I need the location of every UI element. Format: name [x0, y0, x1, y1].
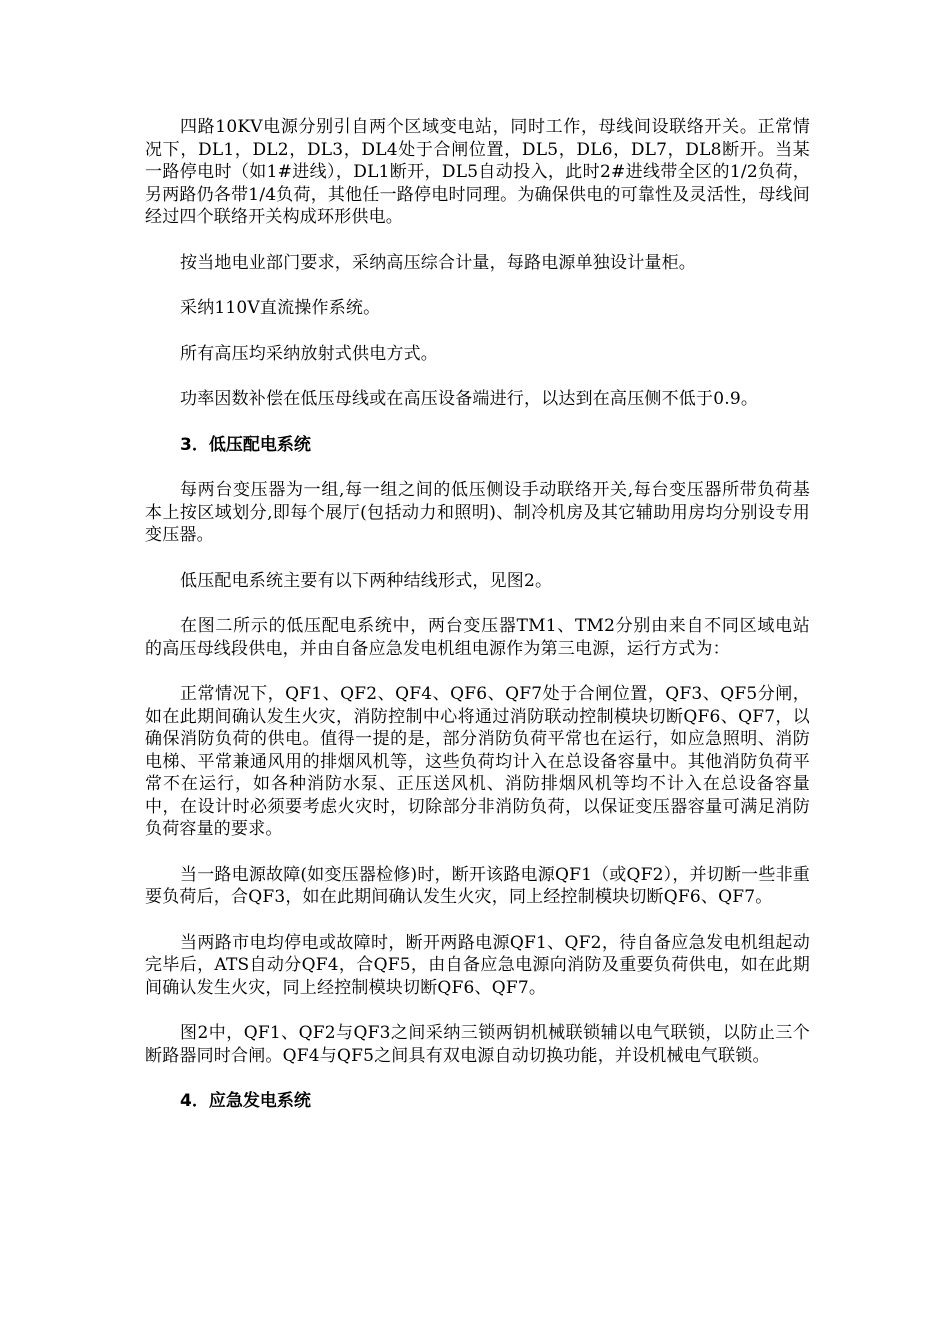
paragraph-radial-supply: 所有高压均采纳放射式供电方式。 [180, 343, 438, 364]
paragraph-interlock: 图2中，QF1、QF2与QF3之间采纳三锁两钥机械联锁辅以电气联锁，以防止三个断路器同时合闸。QF4与QF5之间具有双电源自动切换功能，并设机械电气联锁。 [145, 1023, 810, 1066]
paragraph-dual-outage: 当两路市电均停电或故障时，断开两路电源QF1、QF2，待自备应急发电机组起动完毕后，ATS自动分QF4，合QF5，由自备应急电源向消防及重要负荷供电，如在此期间确认发生火灾，同上经控制模块切断QF6、QF7。 [145, 932, 810, 998]
paragraph-transformer-groups: 每两台变压器为一组,每一组之间的低压侧设手动联络开关,每台变压器所带负荷基本上按区域划分,即每个展厅(包括动力和照明)、制冷机房及其它辅助用房均分别设专用变压器。 [145, 480, 810, 545]
paragraph-normal-operation: 正常情况下，QF1、QF2、QF4、QF6、QF7处于合闸位置，QF3、QF5分闸，如在此期间确认发生火灾，消防控制中心将通过消防联动控制模块切断QF6、QF7，以确保消防负荷的供电。值得一提的是，部分消防负荷平常也在运行，如应急照明、消防电梯、平常兼通风用的排烟风机等，这些负荷均计入在总设备容量中。其他消防负荷平常不在运行，如各种消防水泵、正压送风机、消防排烟风机等均不计入在总设备容量中，在设计时必须要考虑火灾时，切除部分非消防负荷，以保证变压器容量可满足消防负荷容量的要求。 [145, 684, 810, 839]
paragraph-wiring-forms: 低压配电系统主要有以下两种结线形式，见图2。 [180, 570, 553, 591]
paragraph-power-factor: 功率因数补偿在低压母线或在高压设备端进行，以达到在高压侧不低于0.9。 [180, 389, 759, 409]
section-heading-low-voltage: 3．低压配电系统 [180, 434, 311, 455]
paragraph-dc-operation: 采纳110V直流操作系统。 [180, 298, 381, 318]
document-page [145, 116, 810, 1136]
paragraph-single-fault: 当一路电源故障(如变压器检修)时，断开该路电源QF1（或QF2），并切断一些非重要负荷后，合QF3，如在此期间确认发生火灾，同上经控制模块切断QF6、QF7。 [145, 864, 810, 907]
section-heading-emergency-generation: 4．应急发电系统 [180, 1091, 311, 1111]
paragraph-hv-supply: 四路10KV电源分别引自两个区域变电站，同时工作，母线间设联络开关。正常情况下，DL1，DL2，DL3，DL4处于合闸位置，DL5，DL6，DL7，DL8断开。当某一路停电时（如1#进线），DL1断开，DL5自动投入，此时2#进线带全区的1/2负荷，另两路仍各带1/4负荷，其他任一路停电时同理。为确保供电的可靠性及灵活性，母线间经过四个联络开关构成环形供电。 [145, 117, 810, 227]
paragraph-metering: 按当地电业部门要求，采纳高压综合计量，每路电源单独设计量柜。 [180, 252, 696, 273]
paragraph-figure-two-system: 在图二所示的低压配电系统中，两台变压器TM1、TM2分别由来自不同区域电站的高压母线段供电，并由自备应急发电机组电源作为第三电源，运行方式为： [145, 616, 810, 659]
